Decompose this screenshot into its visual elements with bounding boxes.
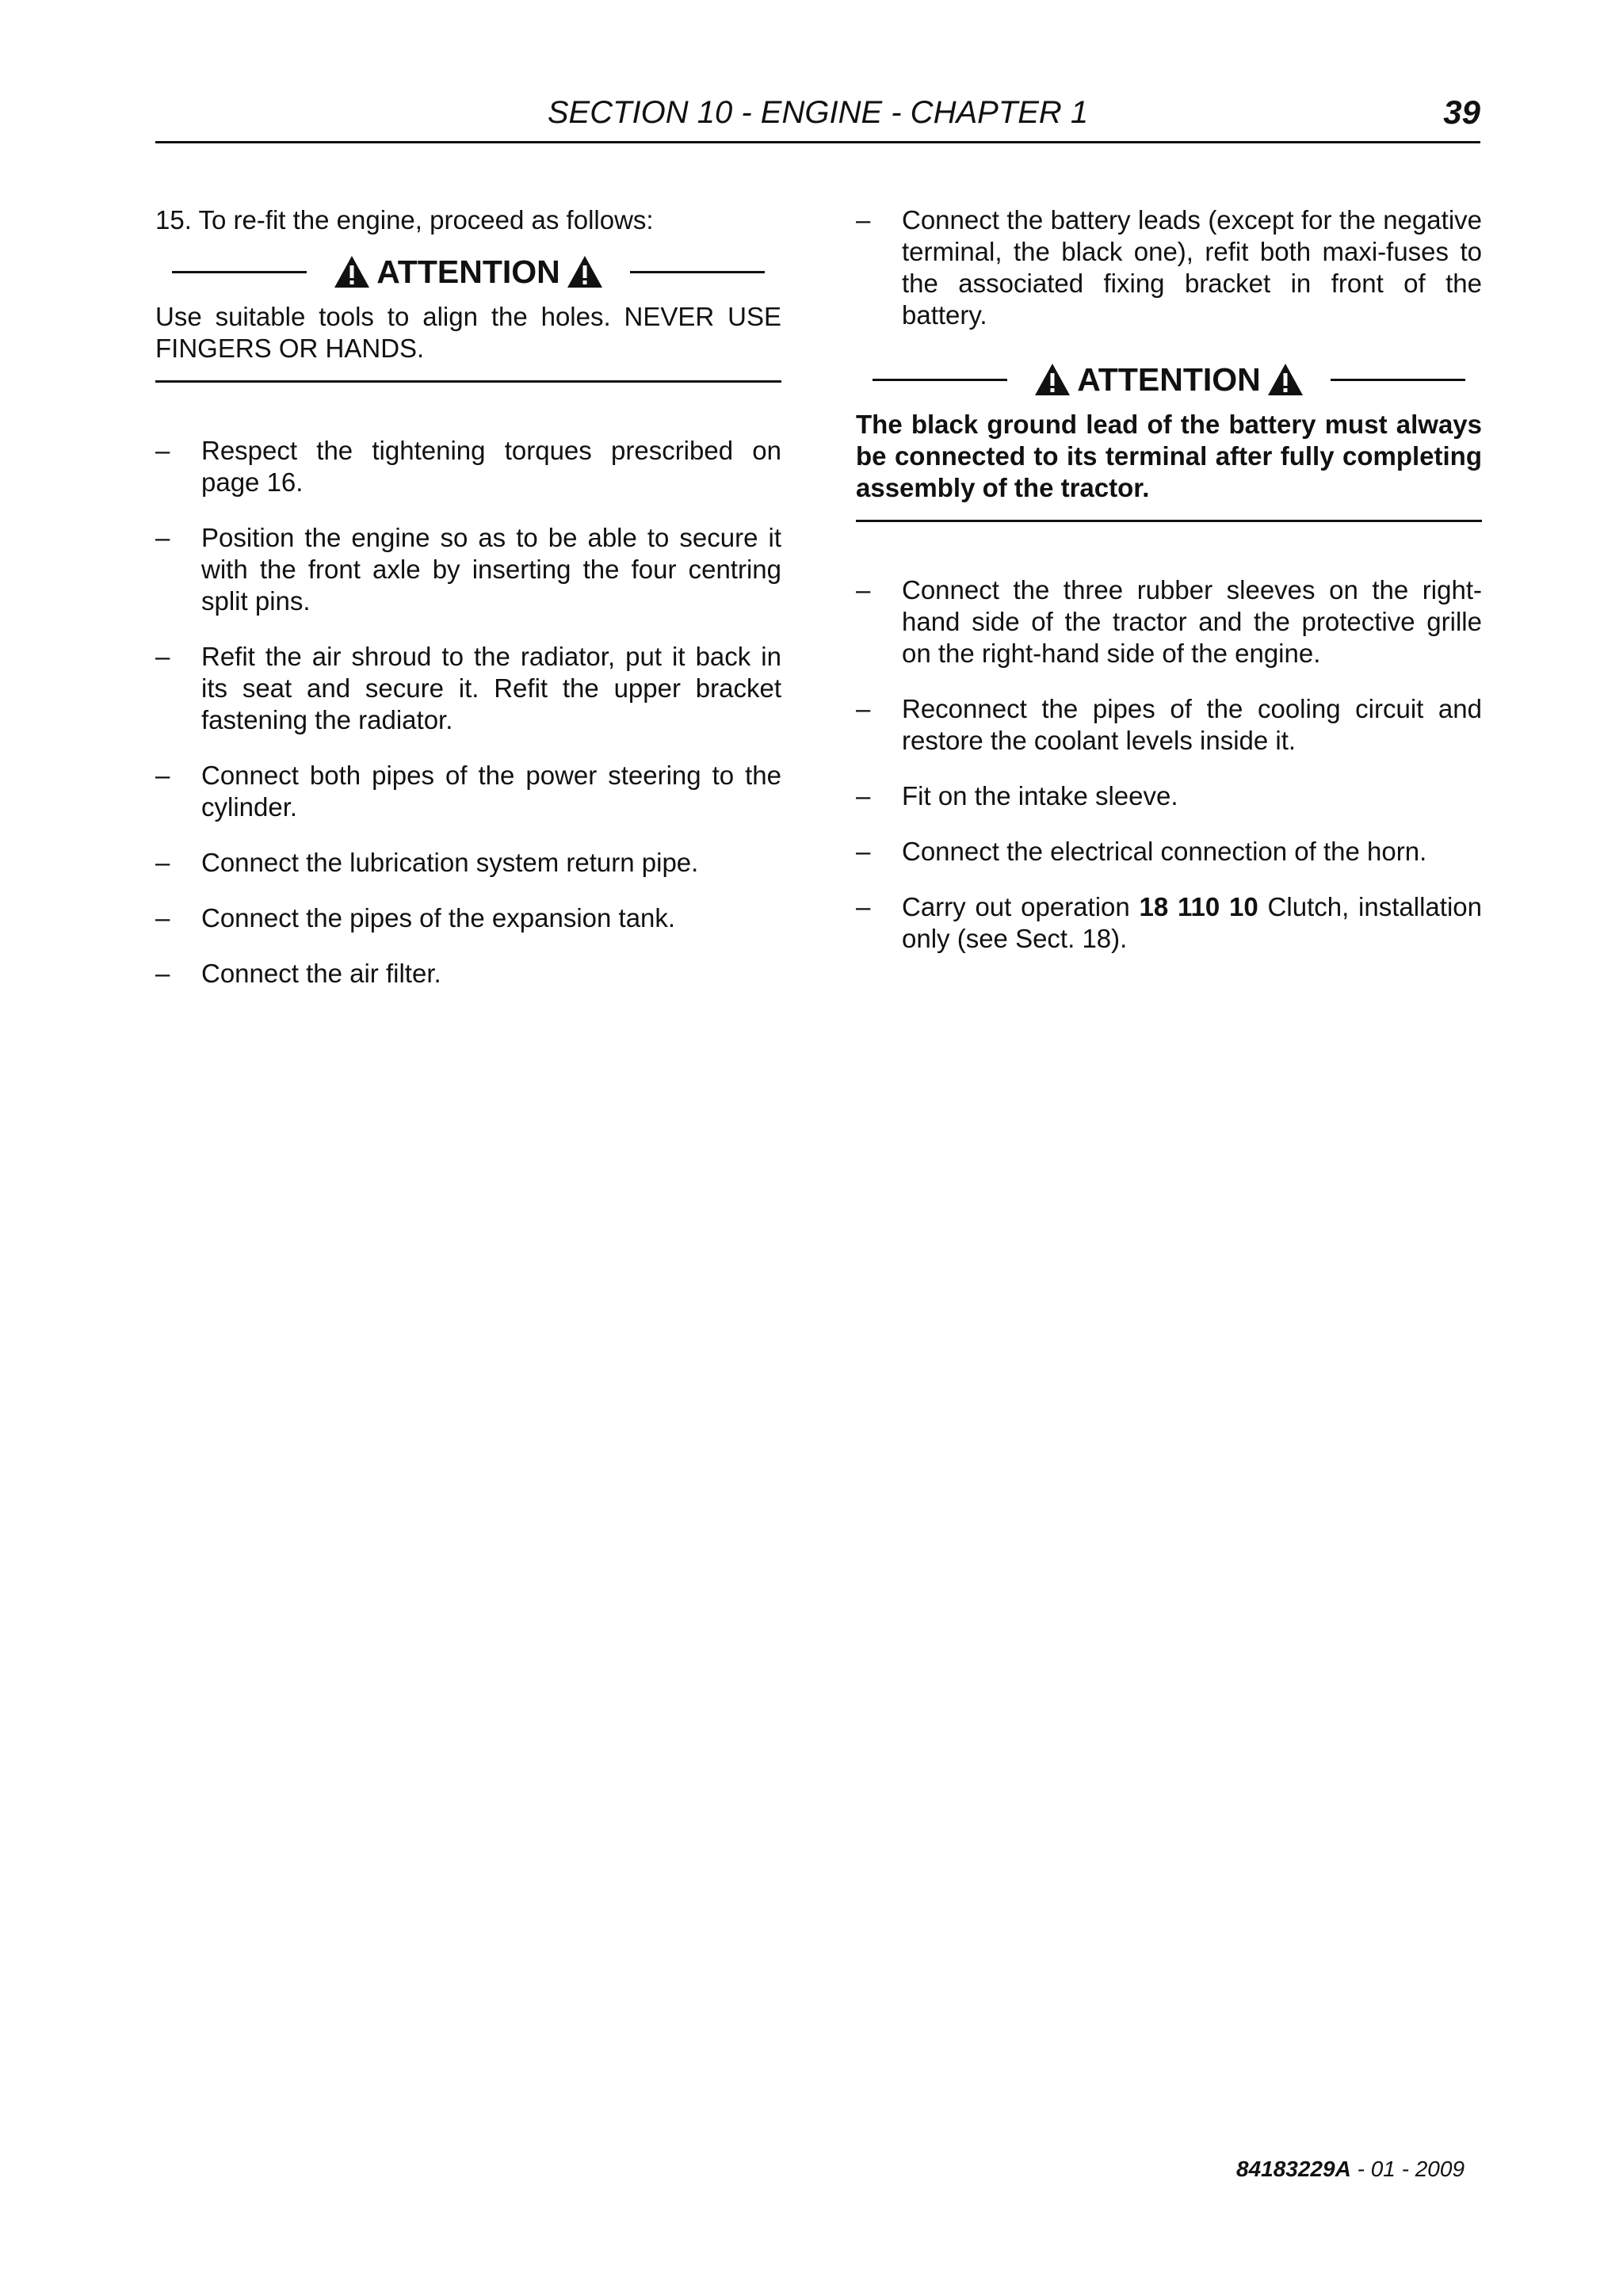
right-column	[856, 204, 1482, 978]
warning-icon	[1267, 363, 1304, 396]
bullet-dash: –	[155, 642, 170, 671]
operation-code: 18 110 10	[1139, 892, 1258, 921]
list-item: – Position the engine so as to be able to secure it with the front axle by inserting the four centring split pins.	[155, 523, 781, 616]
bullet-dash: –	[155, 436, 170, 465]
list-item: – Connect the battery leads (except for the negative terminal, the black one), refit both maxi-fuses to the associated fixing bracket in front of the battery.	[856, 205, 1482, 330]
list-item: – Refit the air shroud to the radiator, put it back in its seat and secure it. Refit the upper bracket fastening the radiator.	[155, 642, 781, 734]
attention-rule-right	[1331, 379, 1465, 381]
attention-rule-right	[630, 271, 765, 273]
document-date: - 01 - 2009	[1350, 2157, 1465, 2181]
attention-heading	[155, 247, 781, 296]
list-item: – Connect the three rubber sleeves on the right-hand side of the tractor and the protective grille on the right-hand side of the engine.	[856, 575, 1482, 668]
page-header	[155, 92, 1480, 143]
bullet-dash: –	[856, 575, 871, 605]
attention-bottom-rule	[155, 380, 781, 383]
left-column	[155, 204, 781, 1013]
section-title: SECTION 10 - ENGINE - CHAPTER 1	[547, 95, 1089, 130]
step-list	[155, 435, 781, 990]
bullet-dash: –	[856, 694, 871, 723]
list-item: – Reconnect the pipes of the cooling circuit and restore the coolant levels inside it.	[856, 694, 1482, 755]
bullet-dash: –	[155, 903, 170, 933]
bullet-dash: –	[155, 959, 170, 988]
step-list	[856, 204, 1482, 331]
list-item: – Connect the air filter.	[155, 959, 441, 988]
attention-bottom-rule	[856, 520, 1482, 522]
attention-label: ATTENTION	[1077, 361, 1261, 398]
step-intro: 15. To re-fit the engine, proceed as follows:	[155, 205, 654, 235]
list-item: – Fit on the intake sleeve.	[856, 781, 1178, 810]
list-item: – Connect the electrical connection of the horn.	[856, 837, 1427, 866]
attention-heading	[856, 355, 1482, 404]
bullet-dash: –	[155, 848, 170, 877]
attention-rule-left	[172, 271, 307, 273]
list-item: – Connect the pipes of the expansion tank.	[155, 903, 676, 933]
warning-icon	[1034, 363, 1071, 396]
warning-icon	[334, 255, 370, 288]
list-item: – Respect the tightening torques prescribed on page 16.	[155, 436, 781, 497]
step-list	[856, 574, 1482, 955]
document-code: 84183229A	[1236, 2157, 1351, 2181]
bullet-dash: –	[155, 761, 170, 790]
list-item: – Connect both pipes of the power steering to the cylinder.	[155, 761, 781, 822]
bullet-dash: –	[856, 892, 871, 921]
warning-icon	[567, 255, 603, 288]
list-item: – Carry out operation 18 110 10 Clutch, installation only (see Sect. 18).	[856, 892, 1482, 953]
page-number: 39	[1443, 93, 1480, 131]
page-footer	[1236, 2157, 1465, 2182]
attention-text: The black ground lead of the battery must always be connected to its terminal after fully completing assembly of the tractor.	[856, 410, 1482, 502]
bullet-dash: –	[856, 837, 871, 866]
bullet-dash: –	[155, 523, 170, 552]
bullet-dash: –	[856, 781, 871, 810]
attention-label: ATTENTION	[376, 254, 560, 290]
attention-rule-left	[873, 379, 1007, 381]
attention-text: Use suitable tools to align the holes. NEVER USE FINGERS OR HANDS.	[155, 302, 781, 363]
bullet-dash: –	[856, 205, 871, 235]
list-item: – Connect the lubrication system return pipe.	[155, 848, 699, 877]
